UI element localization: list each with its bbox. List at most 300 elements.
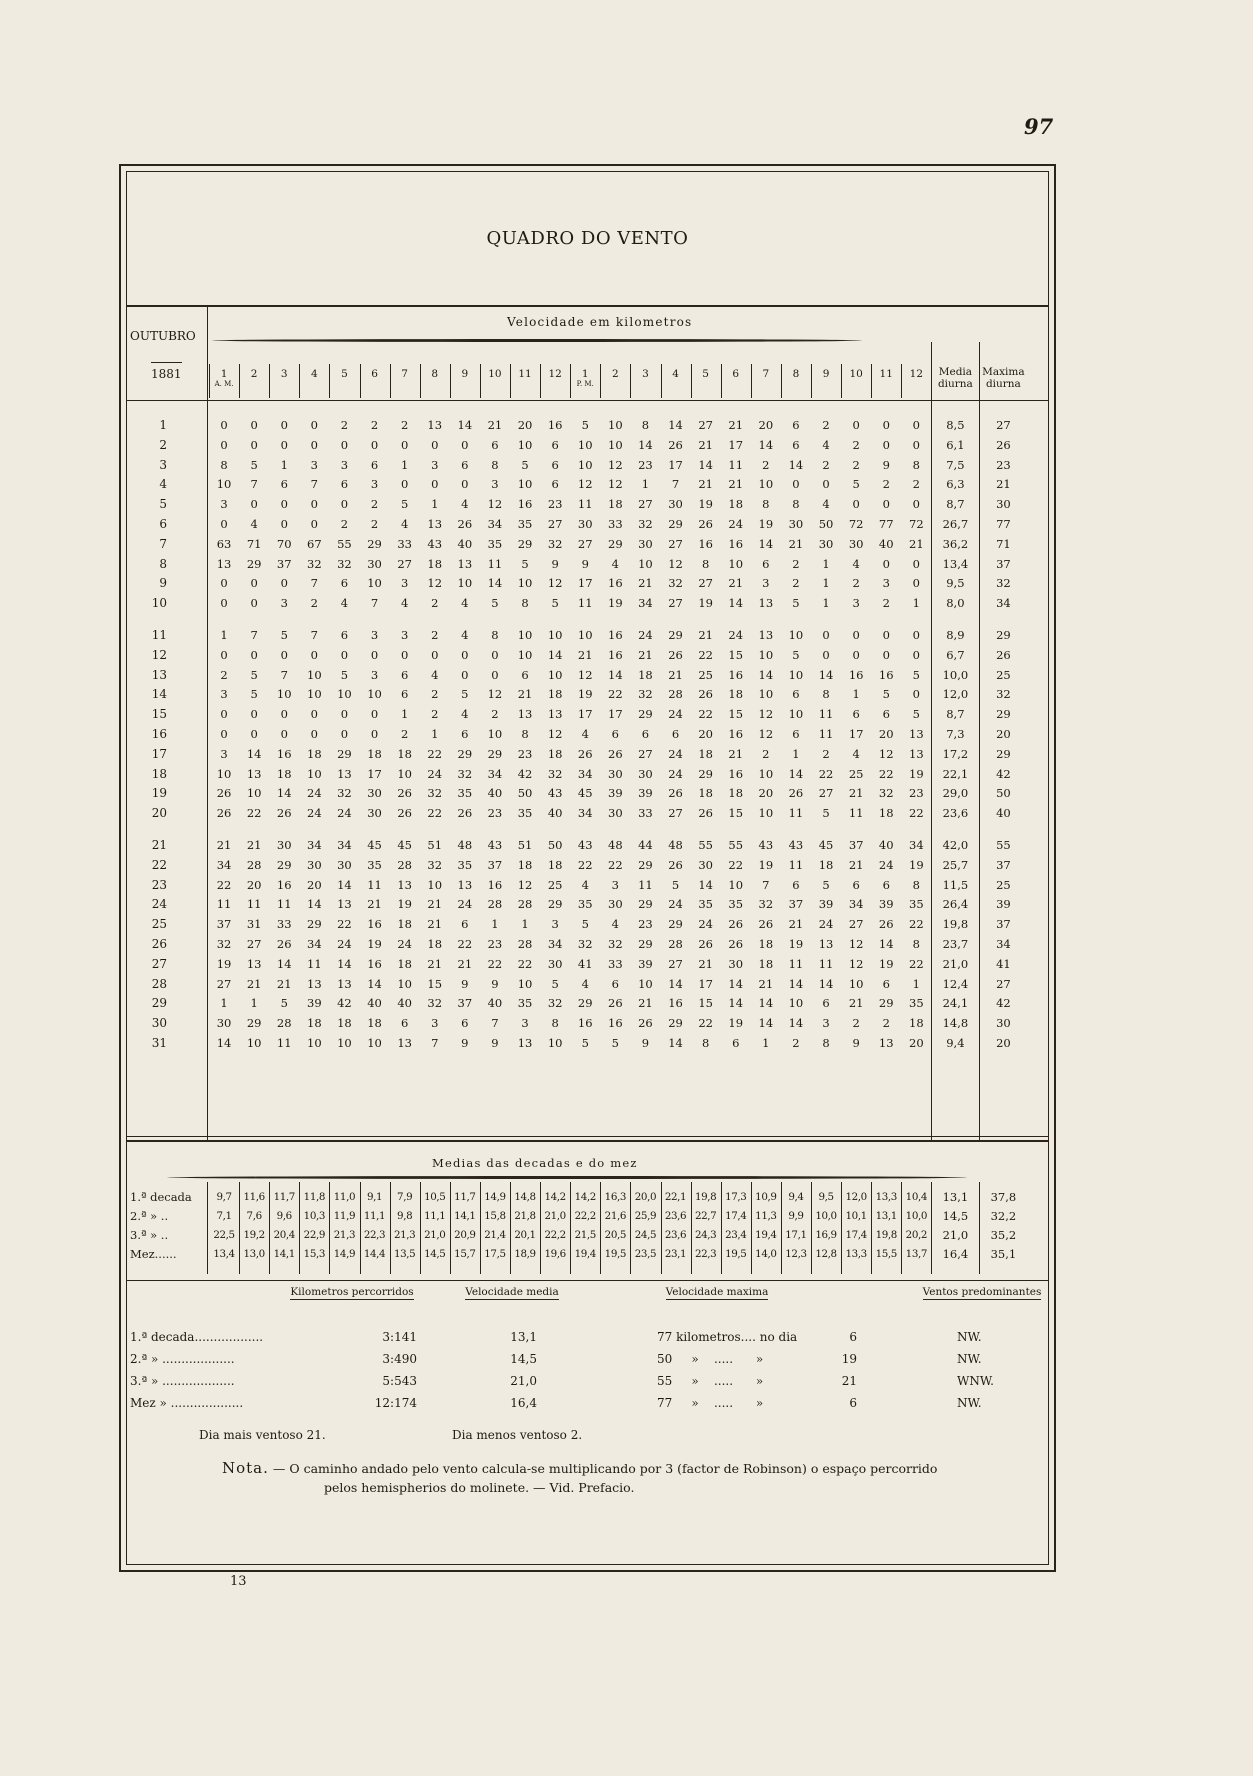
hour-value: 29 [668, 917, 683, 932]
hour-value: 21 [698, 628, 713, 642]
hour-value: 24 [397, 937, 412, 951]
hour-value: 26 [457, 806, 473, 821]
medias-label: 2.ª » .. [130, 1209, 169, 1223]
hour-value: 10 [517, 647, 533, 662]
max-value: 20 [996, 1036, 1011, 1050]
max-value: 30 [996, 1016, 1011, 1031]
hour-value: 10 [638, 556, 653, 571]
hour-value: 39 [307, 996, 322, 1011]
hour-value: 5 [852, 477, 860, 492]
hour-value: 7 [762, 877, 770, 892]
hour-value: 28 [668, 937, 683, 951]
hour-value: 0 [220, 517, 228, 531]
mean-value: 26,7 [942, 517, 969, 531]
hour-value: 10 [758, 687, 774, 702]
hour-value: 16 [698, 536, 713, 551]
hour-value: 18 [367, 746, 382, 761]
hour-value: 0 [882, 556, 890, 571]
hour-value: 5 [551, 596, 559, 611]
hour-header: 5 [702, 368, 709, 380]
hour-value: 5 [280, 996, 288, 1011]
hour-value: 19 [216, 956, 232, 971]
max-header: Maxima diurna [982, 366, 1025, 390]
hour-value: 24 [337, 806, 352, 821]
hour-value: 23 [638, 917, 653, 932]
hour-value: 1 [280, 457, 288, 472]
footer-number: 13 [230, 1574, 247, 1589]
hour-value: 10 [758, 647, 774, 662]
hour-value: 25 [547, 877, 563, 892]
hour-value: 33 [397, 536, 412, 551]
hour-value: 0 [912, 647, 920, 662]
hour-value: 24 [307, 786, 322, 801]
hour-value: 39 [878, 897, 894, 912]
hour-value: 0 [882, 437, 890, 452]
hour-value: 40 [487, 996, 503, 1011]
pm-label: P. M. [576, 380, 594, 388]
hour-value: 21 [909, 536, 924, 551]
hour-value: 21 [427, 897, 443, 912]
hour-value: 16 [276, 746, 292, 761]
hour-value: 30 [367, 806, 382, 821]
medias-value: 19,8 [875, 1229, 897, 1241]
hour-value: 19 [758, 517, 774, 531]
hour-value: 23 [517, 746, 533, 761]
medias-value: 13,3 [845, 1248, 867, 1260]
hour-value: 27 [848, 917, 864, 932]
medias-value: 11,0 [333, 1191, 356, 1203]
hour-value: 17 [367, 766, 382, 781]
hour-value: 29 [668, 628, 683, 642]
medias-value: 14,2 [574, 1191, 596, 1203]
hour-value: 48 [668, 838, 683, 852]
hour-value: 9 [461, 1036, 469, 1050]
hour-value: 13 [427, 418, 443, 432]
hour-value: 26 [397, 786, 412, 801]
hour-value: 24 [668, 766, 683, 781]
hour-value: 19 [878, 956, 894, 971]
medias-max: 37,8 [990, 1190, 1017, 1204]
hour-value: 22 [909, 806, 924, 821]
hour-value: 1 [822, 596, 830, 611]
medias-value: 22,9 [303, 1229, 325, 1241]
hour-value: 26 [397, 806, 412, 821]
hour-header: 4 [311, 368, 318, 380]
summary-wind: NW. [957, 1396, 982, 1410]
hour-value: 19 [577, 687, 593, 702]
hour-value: 5 [250, 457, 258, 472]
medias-value: 20,9 [454, 1229, 476, 1241]
medias-value: 14,9 [333, 1248, 356, 1260]
hour-value: 2 [220, 667, 228, 682]
day-label: 19 [151, 786, 167, 801]
hour-value: 7 [280, 667, 288, 682]
hour-value: 1 [431, 497, 439, 512]
hour-value: 13 [818, 937, 834, 951]
hour-value: 22 [698, 647, 713, 662]
hour-value: 33 [608, 517, 623, 531]
hour-value: 50 [517, 786, 533, 801]
hour-value: 0 [280, 497, 288, 512]
hour-value: 50 [547, 838, 563, 852]
hour-value: 22 [698, 1016, 713, 1031]
hour-value: 24 [307, 806, 322, 821]
hour-value: 7 [250, 628, 258, 642]
hour-value: 18 [728, 687, 744, 702]
hour-value: 2 [400, 418, 409, 432]
hour-value: 0 [310, 707, 318, 722]
hour-value: 30 [608, 766, 623, 781]
hour-value: 3 [852, 596, 860, 611]
hour-value: 20 [698, 727, 713, 741]
hour-value: 1 [491, 917, 499, 932]
summary-vmax: 55 » ..... » [657, 1374, 764, 1388]
hour-value: 32 [758, 897, 774, 912]
hour-value: 0 [400, 477, 409, 492]
mean-value: 14,8 [942, 1016, 969, 1031]
hour-value: 10 [216, 477, 232, 492]
hour-value: 0 [220, 707, 228, 722]
hour-value: 13 [337, 766, 352, 781]
hour-value: 0 [280, 707, 288, 722]
max-value: 40 [996, 806, 1011, 821]
hour-value: 37 [276, 556, 292, 571]
hour-value: 32 [638, 687, 653, 702]
hour-value: 27 [668, 806, 683, 821]
hour-value: 21 [276, 976, 292, 991]
hour-header: 9 [461, 368, 469, 380]
hour-value: 22 [878, 766, 894, 781]
hour-value: 18 [276, 766, 292, 781]
hour-value: 18 [547, 746, 563, 761]
hour-value: 39 [638, 956, 653, 971]
hour-value: 5 [581, 917, 589, 932]
hour-value: 10 [246, 1036, 262, 1050]
hour-value: 14 [788, 976, 804, 991]
hour-value: 21 [758, 976, 774, 991]
hour-value: 10 [337, 1036, 352, 1050]
hour-value: 11 [577, 596, 593, 611]
hour-value: 22 [909, 917, 924, 932]
summary-vmax: 77 » ..... » [657, 1396, 764, 1410]
hour-value: 11 [638, 877, 653, 892]
hour-value: 23 [487, 806, 503, 821]
hour-value: 26 [216, 786, 232, 801]
hour-value: 3 [491, 477, 499, 492]
hour-value: 18 [367, 1016, 382, 1031]
hour-value: 6 [882, 976, 890, 991]
hour-value: 51 [517, 838, 533, 852]
hour-value: 0 [340, 707, 349, 722]
hour-value: 1 [400, 707, 409, 722]
max-value: 27 [996, 976, 1011, 991]
hour-value: 10 [788, 667, 804, 682]
hour-value: 3 [611, 877, 619, 892]
hour-value: 7 [491, 1016, 499, 1031]
hour-value: 0 [852, 418, 860, 432]
medias-label: 1.ª decada [130, 1190, 192, 1204]
hour-value: 27 [638, 746, 653, 761]
hour-value: 10 [547, 667, 563, 682]
hour-header: 8 [431, 368, 439, 380]
hour-value: 2 [822, 457, 830, 472]
hour-value: 0 [250, 596, 258, 611]
hour-value: 34 [337, 838, 352, 852]
hour-value: 14 [878, 937, 894, 951]
hour-value: 16 [487, 877, 503, 892]
hour-value: 14 [758, 667, 774, 682]
hour-value: 17 [698, 976, 713, 991]
hour-value: 22 [608, 857, 623, 872]
hour-value: 24 [728, 628, 744, 642]
hour-value: 0 [912, 687, 920, 702]
mean-value: 11,5 [942, 877, 969, 892]
hour-value: 34 [638, 596, 653, 611]
hour-value: 31 [246, 917, 262, 932]
hour-value: 0 [280, 647, 288, 662]
hour-value: 3 [220, 687, 228, 702]
mean-value: 22,1 [942, 766, 969, 781]
max-value: 41 [996, 956, 1011, 971]
medias-value: 18,9 [514, 1248, 536, 1260]
hour-value: 30 [818, 536, 834, 551]
hour-header: 3 [280, 368, 288, 380]
day-label: 21 [151, 838, 167, 852]
hour-value: 0 [310, 647, 318, 662]
medias-value: 13,7 [905, 1248, 927, 1260]
hour-value: 5 [822, 806, 830, 821]
hour-value: 11 [818, 956, 834, 971]
max-value: 50 [996, 786, 1011, 801]
hour-value: 0 [882, 647, 890, 662]
hour-value: 28 [246, 857, 262, 872]
hour-value: 18 [547, 687, 563, 702]
hour-value: 14 [668, 976, 683, 991]
hour-value: 40 [487, 786, 503, 801]
hour-value: 35 [367, 857, 382, 872]
hour-value: 29 [638, 707, 653, 722]
summary-km: 5:543 [382, 1374, 417, 1388]
hour-value: 37 [848, 838, 864, 852]
summary-vmax: 50 » ..... » [657, 1352, 764, 1366]
hour-value: 5 [491, 596, 499, 611]
medias-value: 9,5 [818, 1191, 834, 1203]
medias-value: 7,1 [216, 1210, 232, 1222]
day-label: 24 [151, 897, 167, 912]
hour-value: 11 [848, 806, 864, 821]
hour-value: 6 [732, 1036, 740, 1050]
hour-value: 24 [668, 897, 683, 912]
hour-value: 37 [487, 857, 503, 872]
hour-value: 18 [758, 937, 774, 951]
medias-max: 32,2 [990, 1209, 1017, 1223]
hour-value: 13 [216, 556, 232, 571]
hour-value: 22 [337, 917, 352, 932]
hour-value: 26 [668, 437, 683, 452]
hour-value: 5 [792, 596, 800, 611]
summary-vm: 21,0 [510, 1374, 537, 1388]
hour-value: 1 [250, 996, 258, 1011]
hour-value: 21 [848, 786, 864, 801]
hour-value: 6 [882, 877, 890, 892]
hour-value: 50 [818, 517, 834, 531]
hour-value: 11 [728, 457, 744, 472]
hour-value: 4 [431, 667, 439, 682]
hour-value: 6 [400, 667, 409, 682]
hour-value: 22 [818, 766, 834, 781]
hour-value: 1 [822, 576, 830, 591]
days-bottom-rule-2 [127, 1140, 1048, 1142]
hour-value: 0 [280, 517, 288, 531]
hour-value: 22 [427, 806, 443, 821]
hour-value: 13 [246, 766, 262, 781]
hour-value: 27 [397, 556, 412, 571]
hour-value: 27 [668, 596, 683, 611]
hour-value: 26 [698, 806, 713, 821]
hour-value: 26 [577, 746, 593, 761]
hour-value: 20 [909, 1036, 924, 1050]
hour-value: 10 [577, 457, 593, 472]
mean-value: 8,0 [946, 596, 965, 611]
medias-value: 20,4 [273, 1229, 295, 1241]
hour-value: 6 [461, 457, 469, 472]
hour-value: 0 [250, 576, 258, 591]
hour-value: 2 [762, 746, 770, 761]
hour-value: 16 [668, 996, 683, 1011]
hour-value: 14 [698, 877, 713, 892]
hour-value: 16 [608, 647, 623, 662]
day-label: 15 [151, 707, 167, 722]
hour-value: 22 [487, 956, 503, 971]
hour-value: 19 [758, 857, 774, 872]
max-value: 32 [996, 687, 1011, 702]
hour-value: 14 [728, 976, 744, 991]
hour-value: 11 [818, 727, 834, 741]
mean-value: 6,7 [946, 647, 965, 662]
hour-value: 18 [397, 746, 412, 761]
max-value: 27 [996, 418, 1011, 432]
hour-value: 12 [547, 576, 563, 591]
hour-value: 10 [608, 437, 623, 452]
hour-value: 26 [668, 857, 683, 872]
mean-value: 19,8 [942, 917, 969, 932]
nota [222, 1458, 937, 1479]
hour-value: 26 [668, 786, 683, 801]
hour-value: 0 [370, 437, 379, 452]
hour-value: 0 [250, 707, 258, 722]
medias-value: 11,6 [243, 1191, 265, 1203]
hour-value: 2 [370, 497, 379, 512]
hour-value: 48 [608, 838, 623, 852]
medias-value: 11,8 [303, 1191, 325, 1203]
hour-value: 18 [758, 956, 774, 971]
medias-value: 17,1 [785, 1229, 807, 1241]
hour-value: 10 [788, 628, 804, 642]
hour-value: 35 [517, 806, 533, 821]
summary-ventos-header: Ventos predominantes [922, 1286, 1042, 1298]
medias-value: 21,8 [514, 1210, 536, 1222]
medias-value: 9,4 [788, 1191, 804, 1203]
max-value: 29 [996, 746, 1011, 761]
hour-value: 35 [728, 897, 744, 912]
hour-value: 6 [822, 996, 830, 1011]
day-label: 28 [151, 976, 167, 991]
hour-header: 7 [762, 368, 770, 380]
hour-value: 29 [577, 996, 593, 1011]
hour-value: 30 [547, 956, 563, 971]
medias-mean: 14,5 [942, 1209, 969, 1223]
hour-value: 28 [397, 857, 412, 872]
medias-value: 20,2 [905, 1229, 927, 1241]
medias-value: 23,4 [725, 1229, 747, 1241]
hour-value: 55 [337, 536, 352, 551]
hour-value: 0 [370, 647, 379, 662]
medias-value: 21,3 [333, 1229, 356, 1241]
hour-value: 6 [340, 628, 349, 642]
hour-value: 13 [758, 596, 774, 611]
hour-value: 14 [487, 576, 503, 591]
hour-value: 20 [758, 786, 774, 801]
hour-value: 13 [547, 707, 563, 722]
hour-value: 29 [638, 897, 653, 912]
summary-vm-header: Velocidade media [465, 1286, 559, 1298]
hour-value: 21 [668, 667, 683, 682]
hour-value: 6 [400, 1016, 409, 1031]
hour-value: 67 [307, 536, 322, 551]
hour-value: 21 [457, 956, 473, 971]
nota-text-2: pelos hemispherios do molinete. — Vid. Prefacio. [324, 1480, 635, 1495]
max-value: 32 [996, 576, 1011, 591]
hour-value: 5 [671, 877, 680, 892]
hour-value: 18 [397, 956, 412, 971]
medias-value: 19,8 [694, 1191, 717, 1203]
hour-value: 18 [728, 497, 744, 512]
hour-value: 0 [310, 517, 318, 531]
hour-value: 19 [397, 897, 412, 912]
hour-value: 26 [728, 917, 744, 932]
medias-value: 16,3 [604, 1191, 626, 1203]
hour-value: 13 [909, 746, 924, 761]
day-label: 11 [151, 628, 167, 642]
hour-value: 5 [551, 976, 559, 991]
hour-value: 32 [577, 937, 593, 951]
hour-value: 4 [461, 596, 469, 611]
hour-value: 45 [397, 838, 412, 852]
mean-value: 8,9 [946, 628, 965, 642]
hour-value: 16 [728, 727, 744, 741]
hour-value: 5 [912, 667, 920, 682]
summary-label: 2.ª » ................... [130, 1352, 235, 1366]
hour-value: 2 [822, 746, 830, 761]
hour-value: 6 [280, 477, 288, 492]
hour-value: 4 [400, 517, 409, 531]
hour-value: 16 [276, 877, 292, 892]
hour-value: 6 [792, 437, 800, 452]
hour-value: 24 [728, 517, 744, 531]
hour-value: 0 [912, 556, 920, 571]
hour-value: 39 [818, 897, 834, 912]
hour-value: 8 [701, 1036, 710, 1050]
hour-value: 0 [912, 628, 920, 642]
hour-tick [600, 364, 601, 398]
hour-value: 35 [517, 517, 533, 531]
hour-value: 16 [608, 1016, 623, 1031]
day-label: 5 [159, 497, 167, 512]
hour-value: 21 [728, 477, 744, 492]
hour-value: 2 [882, 1016, 890, 1031]
summary-day: 21 [841, 1374, 857, 1388]
day-label: 30 [151, 1016, 167, 1031]
